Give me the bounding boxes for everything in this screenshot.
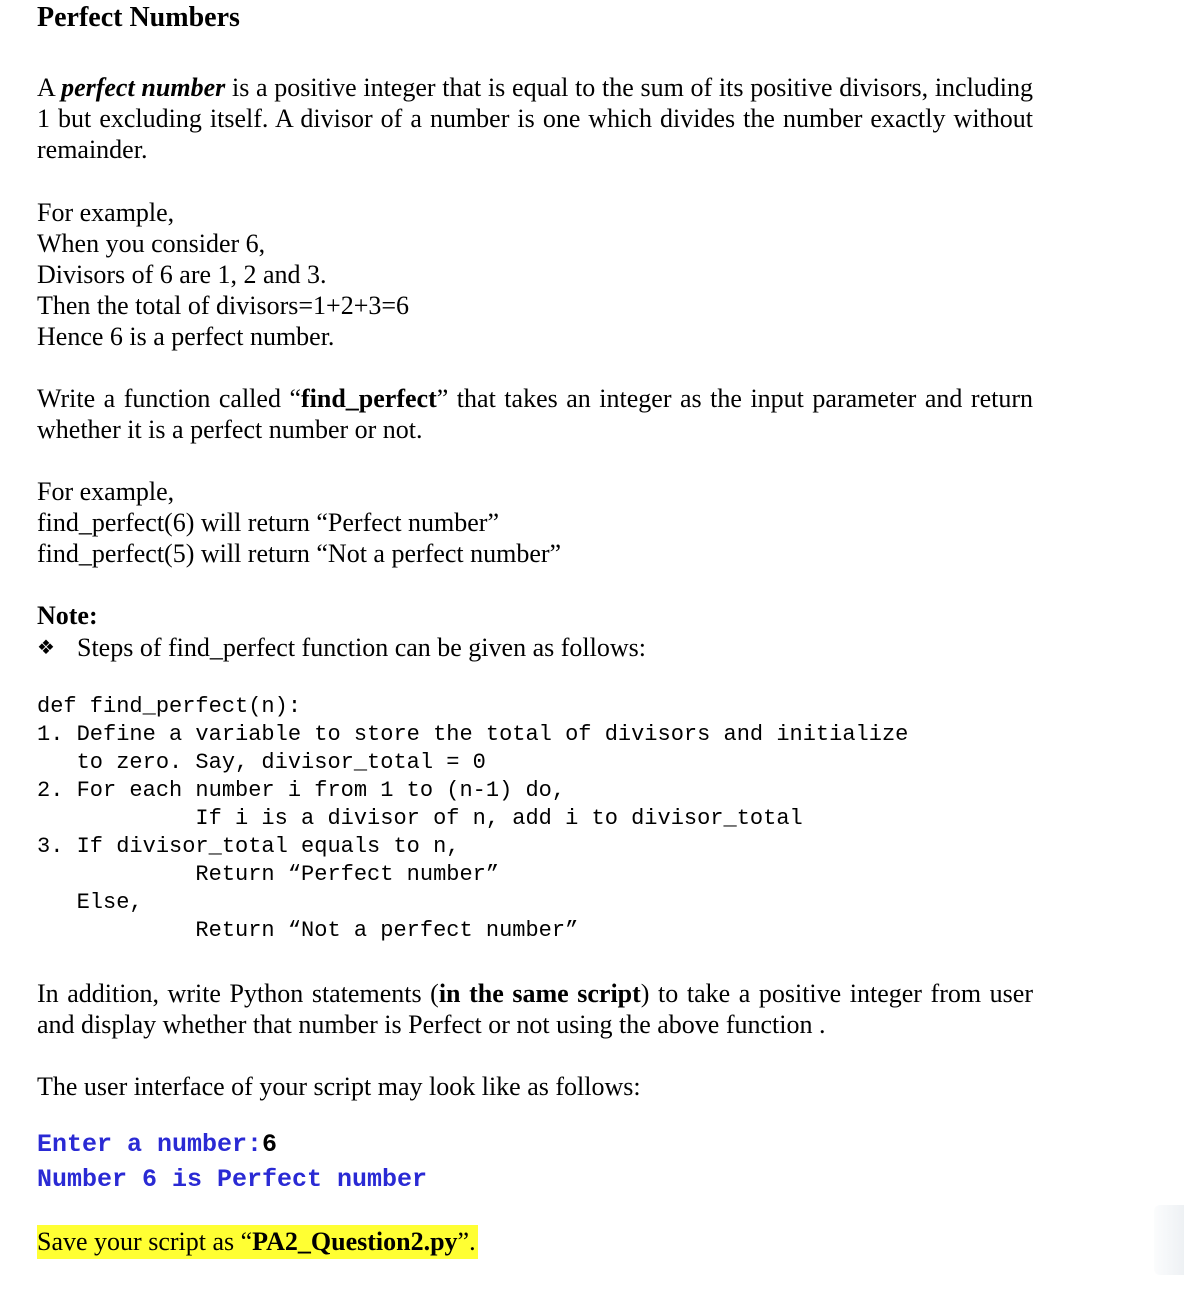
console-prompt: Enter a number: — [37, 1130, 263, 1159]
addition-after: ) to take a positive integer from user and display whether that number is Perfect or not using the above function . — [37, 979, 1033, 1039]
intro-term: perfect number — [61, 73, 226, 102]
code-line: 1. Define a variable to store the total of divisors and initialize — [37, 722, 909, 747]
save-instruction — [37, 1225, 478, 1259]
save-filename: PA2_Question2.py — [252, 1227, 458, 1256]
addition-bold: in the same script — [438, 979, 641, 1008]
addition-before: In addition, write Python statements ( — [37, 979, 439, 1008]
example-two-line: find_perfect(6) will return “Perfect number” — [37, 508, 500, 537]
note-label: Note: — [37, 601, 98, 630]
example-one-line: For example, — [37, 198, 175, 227]
save-before: Save your script as “ — [37, 1227, 253, 1256]
code-line: 3. If divisor_total equals to n, — [37, 834, 460, 859]
task-before: Write a function called “ — [37, 384, 301, 413]
example-one-line: Divisors of 6 are 1, 2 and 3. — [37, 260, 327, 289]
example-two-line: For example, — [37, 477, 175, 506]
note-bullet — [37, 632, 646, 664]
console-prompt-line — [37, 1127, 277, 1162]
save-after: ”. — [457, 1227, 476, 1256]
task-function-name: find_perfect — [301, 384, 437, 413]
ui-intro-line: The user interface of your script may look like as follows: — [37, 1072, 641, 1101]
edge-tab-decoration — [1154, 1205, 1184, 1275]
page-title: Perfect Numbers — [37, 2, 240, 33]
task-paragraph — [37, 383, 1033, 445]
code-line: If i is a divisor of n, add i to divisor_total — [37, 806, 803, 831]
intro-text: is a positive integer that is equal to the sum of its positive divisors, including 1 but excluding itself. A divisor of a number is one which divides the number exactly without remainder. — [37, 73, 1034, 164]
console-output-line: Number 6 is Perfect number — [37, 1165, 428, 1194]
intro-paragraph — [37, 72, 1033, 165]
example-one-line: When you consider 6, — [37, 229, 266, 258]
code-line: Else, — [37, 890, 143, 915]
addition-paragraph — [37, 978, 1033, 1040]
console-input-value: 6 — [262, 1130, 278, 1159]
task-after: ” that takes an integer as the input parameter and return whether it is a perfect number or not. — [37, 384, 1033, 444]
code-line: def find_perfect(n): — [37, 694, 302, 719]
code-line: 2. For each number i from 1 to (n-1) do, — [37, 778, 566, 803]
code-line: Return “Not a perfect number” — [37, 918, 579, 943]
code-line: Return “Perfect number” — [37, 862, 500, 887]
diamond-bullet-icon: ❖ — [37, 637, 55, 659]
example-one-line: Hence 6 is a perfect number. — [37, 322, 335, 351]
example-two-line: find_perfect(5) will return “Not a perfect number” — [37, 539, 562, 568]
intro-article: A — [37, 73, 55, 102]
code-line: to zero. Say, divisor_total = 0 — [37, 750, 486, 775]
note-bullet-text: Steps of find_perfect function can be given as follows: — [77, 633, 646, 662]
example-one-line: Then the total of divisors=1+2+3=6 — [37, 291, 410, 320]
